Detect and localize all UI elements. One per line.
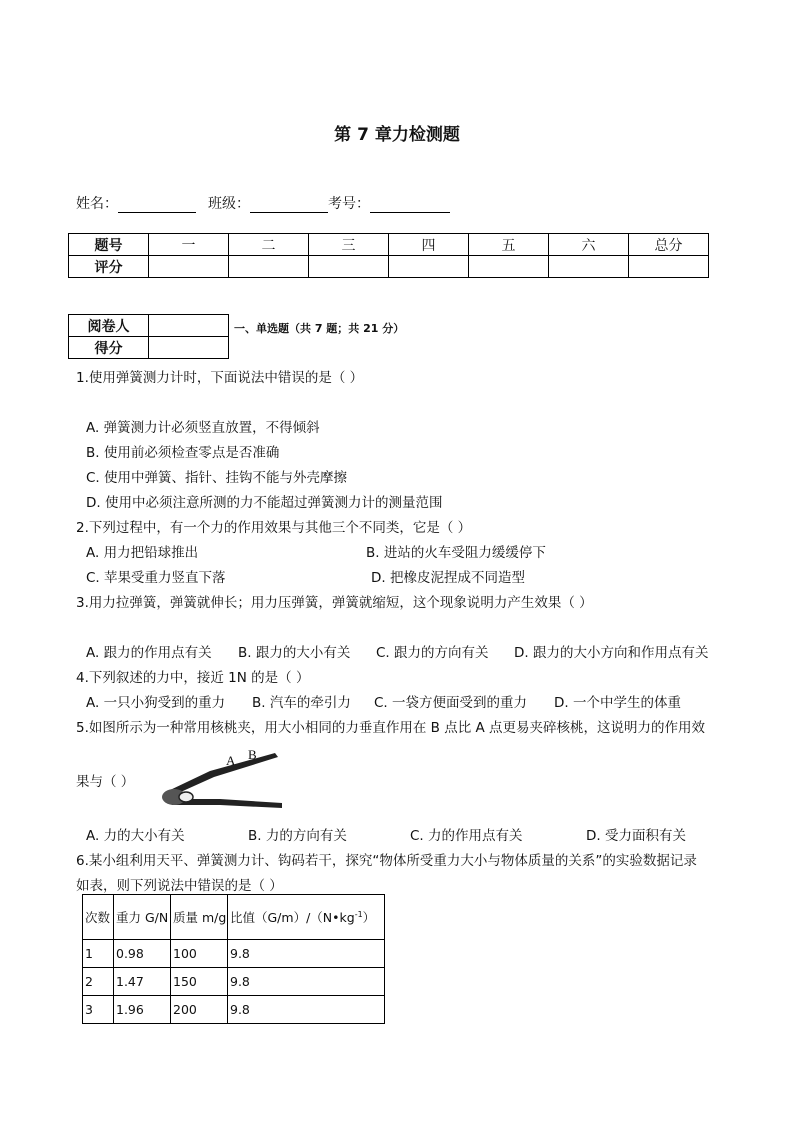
score-cell[interactable] [389,256,469,278]
question-6-stem: 6.某小组利用天平、弹簧测力计、钩码若干，探究“物体所受重力大小与物体质量的关系”的实验数据记录 [76,853,697,869]
question-5-option-a[interactable]: A. 力的大小有关 [86,828,185,844]
reviewer-cell[interactable] [149,315,229,337]
table-cell: 9.8 [228,940,385,968]
table-cell: 1.96 [114,996,171,1024]
table-header-cell: 重力 G/N [114,895,171,940]
question-2-option-b[interactable]: B. 进站的火车受阻力缓缓停下 [366,545,546,561]
question-2-stem: 2.下列过程中，有一个力的作用效果与其他三个不同类，它是（ ） [76,520,472,536]
question-4-option-d[interactable]: D. 一个中学生的体重 [554,695,681,711]
table-cell: 9.8 [228,968,385,996]
figure-label-b: B [248,747,257,762]
name-field[interactable] [118,197,196,213]
table-cell: 100 [171,940,228,968]
ratio-header-text: 比值（G/m）/（N•kg [230,910,355,925]
question-5-option-b[interactable]: B. 力的方向有关 [248,828,347,844]
question-1-option-c[interactable]: C. 使用中弹簧、指针、挂钩不能与外壳摩擦 [86,470,348,486]
question-3-option-a[interactable]: A. 跟力的作用点有关 [86,645,212,661]
question-4-option-a[interactable]: A. 一只小狗受到的重力 [86,695,226,711]
nutcracker-nut [179,792,193,802]
score-header-cell: 五 [469,234,549,256]
table-cell: 150 [171,968,228,996]
question-4-stem: 4.下列叙述的力中，接近 1N 的是（ ） [76,670,310,686]
class-label: 班级： [208,196,250,212]
table-cell: 9.8 [228,996,385,1024]
score-cell[interactable] [309,256,389,278]
exam-no-field[interactable] [370,197,450,213]
question-4-option-b[interactable]: B. 汽车的牵引力 [252,695,351,711]
question-3-stem: 3.用力拉弹簧，弹簧就伸长；用力压弹簧，弹簧就缩短，这个现象说明力产生效果（ ） [76,595,593,611]
question-1-option-d[interactable]: D. 使用中必须注意所测的力不能超过弹簧测力计的测量范围 [86,495,443,511]
score-cell[interactable] [149,256,229,278]
score-header-cell: 二 [229,234,309,256]
score-header-cell: 一 [149,234,229,256]
table-cell: 1.47 [114,968,171,996]
grade-cell[interactable] [149,337,229,359]
exam-no-label: 考号： [328,196,370,212]
table-header-cell [228,895,385,940]
section-title: 一、单选题（共 7 题；共 21 分） [234,322,405,335]
score-cell[interactable] [549,256,629,278]
table-header-cell: 质量 m/g [171,895,228,940]
score-table-header-row [69,234,709,256]
page-title: 第 7 章力检测题 [334,125,460,145]
grader-table [68,314,229,359]
table-row [83,996,385,1024]
score-cell[interactable] [469,256,549,278]
score-header-cell: 六 [549,234,629,256]
table-cell: 200 [171,996,228,1024]
ratio-header-exponent: -1 [354,909,363,919]
score-header-cell: 三 [309,234,389,256]
question-1-stem: 1.使用弹簧测力计时，下面说法中错误的是（ ） [76,370,364,386]
table-cell: 2 [83,968,114,996]
question-1-option-b[interactable]: B. 使用前必须检查零点是否准确 [86,445,280,461]
score-header-cell: 总分 [629,234,709,256]
experiment-data-table [82,894,385,1024]
question-3-option-d[interactable]: D. 跟力的大小方向和作用点有关 [514,645,709,661]
nutcracker-figure [150,745,290,813]
ratio-header-close: ） [362,910,376,925]
table-cell: 1 [83,940,114,968]
question-2-option-d[interactable]: D. 把橡皮泥捏成不同造型 [371,570,525,586]
question-4-option-c[interactable]: C. 一袋方便面受到的重力 [374,695,528,711]
score-cell[interactable] [229,256,309,278]
grade-label: 得分 [69,337,149,359]
table-cell: 3 [83,996,114,1024]
question-5-stem-cont: 果与（ ） [76,774,135,790]
score-cell[interactable] [629,256,709,278]
question-5-stem: 5.如图所示为一种常用核桃夹，用大小相同的力垂直作用在 B 点比 A 点更易夹碎核桃，这说明力的作用效 [76,720,706,736]
table-row [83,968,385,996]
student-info [76,193,450,213]
class-field[interactable] [250,197,328,213]
score-header-cell: 题号 [69,234,149,256]
nutcracker-upper-handle [168,753,278,795]
score-table [68,233,709,278]
question-6-stem-cont: 如表，则下列说法中错误的是（ ） [76,878,283,894]
table-cell: 0.98 [114,940,171,968]
question-3-option-b[interactable]: B. 跟力的大小有关 [238,645,351,661]
table-header-row [83,895,385,940]
score-table-row [69,256,709,278]
question-2-option-c[interactable]: C. 苹果受重力竖直下落 [86,570,226,586]
figure-label-a: A [226,753,236,768]
question-1-option-a[interactable]: A. 弹簧测力计必须竖直放置，不得倾斜 [86,420,320,436]
score-header-cell: 四 [389,234,469,256]
question-5-option-d[interactable]: D. 受力面积有关 [586,828,686,844]
question-5-option-c[interactable]: C. 力的作用点有关 [410,828,523,844]
question-3-option-c[interactable]: C. 跟力的方向有关 [376,645,489,661]
score-row-label: 评分 [69,256,149,278]
question-2-option-a[interactable]: A. 用力把铅球推出 [86,545,199,561]
table-row [83,940,385,968]
table-header-cell: 次数 [83,895,114,940]
reviewer-label: 阅卷人 [69,315,149,337]
name-label: 姓名： [76,196,118,212]
